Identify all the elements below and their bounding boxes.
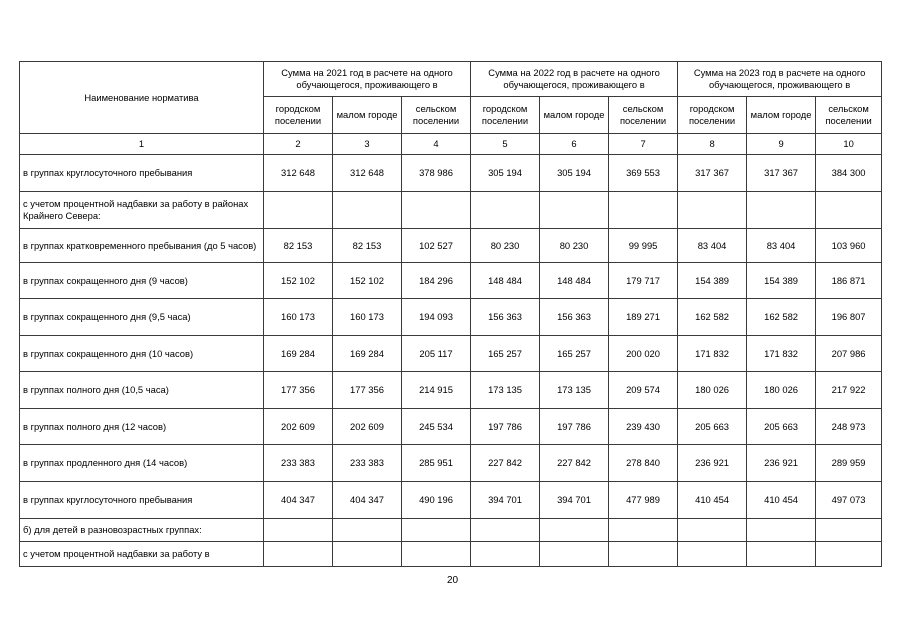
value-cell bbox=[609, 192, 678, 229]
value-cell: 317 367 bbox=[747, 155, 816, 192]
value-cell: 82 153 bbox=[264, 229, 333, 263]
value-cell: 156 363 bbox=[471, 299, 540, 336]
row-label: в группах круглосуточного пребывания bbox=[20, 155, 264, 192]
value-cell: 83 404 bbox=[747, 229, 816, 263]
value-cell bbox=[678, 542, 747, 567]
value-cell bbox=[747, 542, 816, 567]
value-cell bbox=[609, 519, 678, 542]
value-cell: 477 989 bbox=[609, 482, 678, 519]
sub-header-urban: городском поселении bbox=[471, 97, 540, 134]
value-cell bbox=[678, 519, 747, 542]
value-cell: 169 284 bbox=[333, 336, 402, 372]
value-cell: 148 484 bbox=[471, 263, 540, 299]
value-cell bbox=[264, 542, 333, 567]
value-cell bbox=[816, 192, 882, 229]
value-cell bbox=[816, 519, 882, 542]
value-cell: 236 921 bbox=[678, 445, 747, 482]
row-label: б) для детей в разновозрастных группах: bbox=[20, 519, 264, 542]
value-cell: 289 959 bbox=[816, 445, 882, 482]
value-cell: 156 363 bbox=[540, 299, 609, 336]
year-2021-header: Сумма на 2021 год в расчете на одного обучающегося, проживающего в bbox=[264, 62, 471, 97]
value-cell: 227 842 bbox=[540, 445, 609, 482]
table-row bbox=[20, 519, 882, 542]
sub-header-rural: сельском поселении bbox=[816, 97, 882, 134]
sub-header-small-town: малом городе bbox=[333, 97, 402, 134]
table-row bbox=[20, 192, 882, 229]
column-number: 6 bbox=[540, 134, 609, 155]
value-cell: 490 196 bbox=[402, 482, 471, 519]
value-cell: 148 484 bbox=[540, 263, 609, 299]
column-number-row bbox=[20, 134, 882, 155]
page-number: 20 bbox=[446, 575, 459, 586]
table-header bbox=[20, 62, 882, 155]
year-2022-header: Сумма на 2022 год в расчете на одного обучающегося, проживающего в bbox=[471, 62, 678, 97]
name-column-header: Наименование норматива bbox=[20, 62, 264, 134]
value-cell: 152 102 bbox=[264, 263, 333, 299]
value-cell: 197 786 bbox=[540, 409, 609, 445]
value-cell: 205 663 bbox=[678, 409, 747, 445]
value-cell: 369 553 bbox=[609, 155, 678, 192]
value-cell: 312 648 bbox=[333, 155, 402, 192]
value-cell: 410 454 bbox=[678, 482, 747, 519]
table-row bbox=[20, 229, 882, 263]
column-number: 3 bbox=[333, 134, 402, 155]
value-cell: 82 153 bbox=[333, 229, 402, 263]
column-number: 7 bbox=[609, 134, 678, 155]
value-cell: 196 807 bbox=[816, 299, 882, 336]
row-label: с учетом процентной надбавки за работу в bbox=[20, 542, 264, 567]
value-cell: 207 986 bbox=[816, 336, 882, 372]
value-cell: 497 073 bbox=[816, 482, 882, 519]
column-number: 4 bbox=[402, 134, 471, 155]
value-cell: 394 701 bbox=[540, 482, 609, 519]
value-cell: 245 534 bbox=[402, 409, 471, 445]
value-cell: 305 194 bbox=[540, 155, 609, 192]
value-cell: 80 230 bbox=[471, 229, 540, 263]
value-cell bbox=[747, 519, 816, 542]
value-cell bbox=[402, 519, 471, 542]
row-label: в группах продленного дня (14 часов) bbox=[20, 445, 264, 482]
row-label: в группах сокращенного дня (9 часов) bbox=[20, 263, 264, 299]
table-row bbox=[20, 372, 882, 409]
table-row bbox=[20, 445, 882, 482]
value-cell: 102 527 bbox=[402, 229, 471, 263]
value-cell: 378 986 bbox=[402, 155, 471, 192]
value-cell: 404 347 bbox=[264, 482, 333, 519]
table-row bbox=[20, 263, 882, 299]
value-cell: 384 300 bbox=[816, 155, 882, 192]
table-row bbox=[20, 336, 882, 372]
sub-header-rural: сельском поселении bbox=[402, 97, 471, 134]
value-cell: 173 135 bbox=[471, 372, 540, 409]
value-cell bbox=[540, 519, 609, 542]
value-cell: 305 194 bbox=[471, 155, 540, 192]
column-number: 10 bbox=[816, 134, 882, 155]
value-cell: 162 582 bbox=[747, 299, 816, 336]
value-cell bbox=[609, 542, 678, 567]
column-number: 8 bbox=[678, 134, 747, 155]
value-cell bbox=[747, 192, 816, 229]
value-cell: 83 404 bbox=[678, 229, 747, 263]
value-cell bbox=[333, 192, 402, 229]
table-row bbox=[20, 299, 882, 336]
column-number: 2 bbox=[264, 134, 333, 155]
value-cell: 205 663 bbox=[747, 409, 816, 445]
value-cell bbox=[540, 192, 609, 229]
normatives-table bbox=[19, 61, 882, 567]
value-cell: 410 454 bbox=[747, 482, 816, 519]
value-cell bbox=[333, 542, 402, 567]
value-cell bbox=[402, 542, 471, 567]
value-cell: 394 701 bbox=[471, 482, 540, 519]
value-cell: 154 389 bbox=[747, 263, 816, 299]
value-cell bbox=[333, 519, 402, 542]
value-cell: 197 786 bbox=[471, 409, 540, 445]
sub-header-urban: городском поселении bbox=[678, 97, 747, 134]
table-body bbox=[20, 155, 882, 567]
value-cell: 404 347 bbox=[333, 482, 402, 519]
value-cell: 217 922 bbox=[816, 372, 882, 409]
value-cell: 177 356 bbox=[264, 372, 333, 409]
sub-header-small-town: малом городе bbox=[540, 97, 609, 134]
column-number: 1 bbox=[20, 134, 264, 155]
value-cell: 179 717 bbox=[609, 263, 678, 299]
row-label: в группах полного дня (12 часов) bbox=[20, 409, 264, 445]
value-cell: 186 871 bbox=[816, 263, 882, 299]
row-label: в группах круглосуточного пребывания bbox=[20, 482, 264, 519]
value-cell: 202 609 bbox=[333, 409, 402, 445]
row-label: в группах сокращенного дня (10 часов) bbox=[20, 336, 264, 372]
value-cell: 160 173 bbox=[333, 299, 402, 336]
value-cell: 233 383 bbox=[333, 445, 402, 482]
value-cell: 214 915 bbox=[402, 372, 471, 409]
value-cell: 171 832 bbox=[747, 336, 816, 372]
value-cell bbox=[402, 192, 471, 229]
table-row bbox=[20, 542, 882, 567]
value-cell: 169 284 bbox=[264, 336, 333, 372]
value-cell: 177 356 bbox=[333, 372, 402, 409]
value-cell: 200 020 bbox=[609, 336, 678, 372]
sub-header-small-town: малом городе bbox=[747, 97, 816, 134]
value-cell: 165 257 bbox=[540, 336, 609, 372]
value-cell bbox=[540, 542, 609, 567]
value-cell: 189 271 bbox=[609, 299, 678, 336]
value-cell: 227 842 bbox=[471, 445, 540, 482]
value-cell: 165 257 bbox=[471, 336, 540, 372]
value-cell: 209 574 bbox=[609, 372, 678, 409]
value-cell bbox=[471, 192, 540, 229]
value-cell: 184 296 bbox=[402, 263, 471, 299]
column-number: 5 bbox=[471, 134, 540, 155]
value-cell: 285 951 bbox=[402, 445, 471, 482]
sub-header-rural: сельском поселении bbox=[609, 97, 678, 134]
value-cell bbox=[816, 542, 882, 567]
row-label: в группах сокращенного дня (9,5 часа) bbox=[20, 299, 264, 336]
row-label: в группах полного дня (10,5 часа) bbox=[20, 372, 264, 409]
value-cell: 248 973 bbox=[816, 409, 882, 445]
value-cell: 317 367 bbox=[678, 155, 747, 192]
value-cell bbox=[264, 519, 333, 542]
table-row bbox=[20, 155, 882, 192]
value-cell: 154 389 bbox=[678, 263, 747, 299]
value-cell: 194 093 bbox=[402, 299, 471, 336]
table-row bbox=[20, 409, 882, 445]
value-cell: 80 230 bbox=[540, 229, 609, 263]
value-cell: 180 026 bbox=[678, 372, 747, 409]
value-cell: 152 102 bbox=[333, 263, 402, 299]
value-cell: 205 117 bbox=[402, 336, 471, 372]
value-cell: 239 430 bbox=[609, 409, 678, 445]
value-cell: 180 026 bbox=[747, 372, 816, 409]
value-cell bbox=[471, 519, 540, 542]
sub-header-urban: городском поселении bbox=[264, 97, 333, 134]
year-2023-header: Сумма на 2023 год в расчете на одного обучающегося, проживающего в bbox=[678, 62, 882, 97]
value-cell bbox=[678, 192, 747, 229]
value-cell: 171 832 bbox=[678, 336, 747, 372]
value-cell: 160 173 bbox=[264, 299, 333, 336]
value-cell bbox=[471, 542, 540, 567]
value-cell: 236 921 bbox=[747, 445, 816, 482]
value-cell: 173 135 bbox=[540, 372, 609, 409]
value-cell: 103 960 bbox=[816, 229, 882, 263]
value-cell bbox=[264, 192, 333, 229]
column-number: 9 bbox=[747, 134, 816, 155]
value-cell: 278 840 bbox=[609, 445, 678, 482]
value-cell: 99 995 bbox=[609, 229, 678, 263]
row-label: в группах кратковременного пребывания (до 5 часов) bbox=[20, 229, 264, 263]
row-label: с учетом процентной надбавки за работу в районах Крайнего Севера: bbox=[20, 192, 264, 229]
value-cell: 202 609 bbox=[264, 409, 333, 445]
table-row bbox=[20, 482, 882, 519]
value-cell: 312 648 bbox=[264, 155, 333, 192]
value-cell: 162 582 bbox=[678, 299, 747, 336]
value-cell: 233 383 bbox=[264, 445, 333, 482]
